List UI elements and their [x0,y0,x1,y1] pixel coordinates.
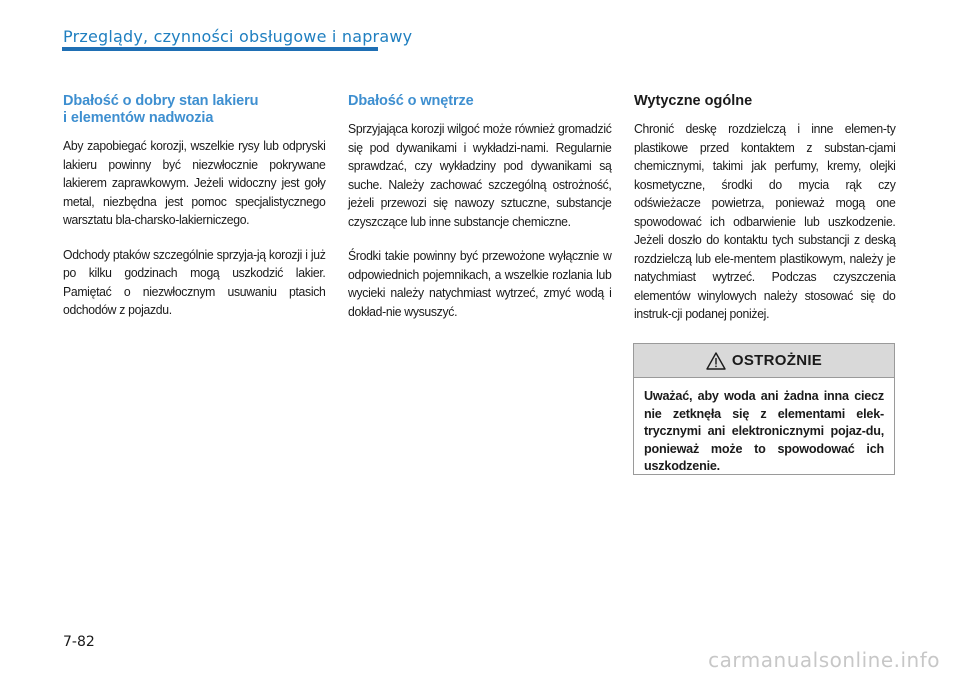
header-rule [62,47,378,51]
heading-paint-care-line1: Dbałość o dobry stan lakieru [63,93,259,109]
warning-title: OSTROŻNIE [731,352,823,369]
paragraph-moisture: Sprzyjająca korozji wilgoć może również gromadzić się pod dywanikami i wykładzi-nami. Regularnie sprawdzać, czy wykładziny pod dywanikami są suche. Należy zachować szczególną ostrożność, jeżeli przewozi się nawozy sztuczne, substancje czyszczące lub inne substancje chemiczne. [348,121,612,229]
column-interior-care [348,93,612,337]
warning-triangle-icon [706,352,726,370]
warning-text: Uważać, aby woda ani żadna inna ciecz nie zetknęła się z elementami elek-trycznymi ani elektronicznymi pojaz-du, ponieważ może to spowodować ich uszkodzenie. [644,389,884,473]
paragraph-chemicals-transport: Środki takie powinny być przewożone wyłącznie w odpowiednich pojemnikach, a wszelkie rozlania lub wycieki należy natychmiast wytrzeć, zmyć wodą i dokład-nie wysuszyć. [348,248,612,319]
column-paint-care [63,93,326,336]
heading-paint-care [63,93,326,127]
warning-header [634,344,894,378]
paragraph-bird-droppings: Odchody ptaków szczególnie sprzyja-ją korozji i już po kilku godzinach mogą uszkodzić lakier. Pamiętać o niezwłocznym usuwaniu ptasich odchodów z pojazdu. [63,246,326,317]
watermark: carmanualsonline.info [708,648,940,672]
heading-interior-care: Dbałość o wnętrze [348,93,474,109]
page-number: 7-82 [63,634,95,650]
section-title: Przeglądy, czynności obsługowe i naprawy [63,27,413,46]
column-general-guidelines [634,93,896,340]
heading-paint-care-line2: i elementów nadwozia [63,110,214,126]
warning-box [633,343,895,475]
paragraph-scratches: Aby zapobiegać korozji, wszelkie rysy lub odpryski lakieru powinny być niezwłocznie pokrywane lakierem zaprawkowym. Jeżeli widoczny jest goły metal, niezbędna jest pomoc specjalistycznego warsztatu bla-charsko-lakierniczego. [63,138,326,227]
heading-general-guidelines: Wytyczne ogólne [634,93,753,109]
paragraph-dashboard-protection: Chronić deskę rozdzielczą i inne elemen-ty plastikowe przed kontaktem z substan-cjami chemicznymi, takimi jak perfumy, kremy, olejki kosmetyczne, środki do mycia rąk czy odświeżacze powietrza, ponieważ mogą one spowodować ich odbarwienie lub uszkodzenie. Jeżeli doszło do kontaktu tych substancji z deską rozdzielczą lub ele-mentem plastikowym, należy je natychmiast wytrzeć. Podczas czyszczenia elementów winylowych należy stosować się do instruk-cji podanej poniżej. [634,121,896,321]
